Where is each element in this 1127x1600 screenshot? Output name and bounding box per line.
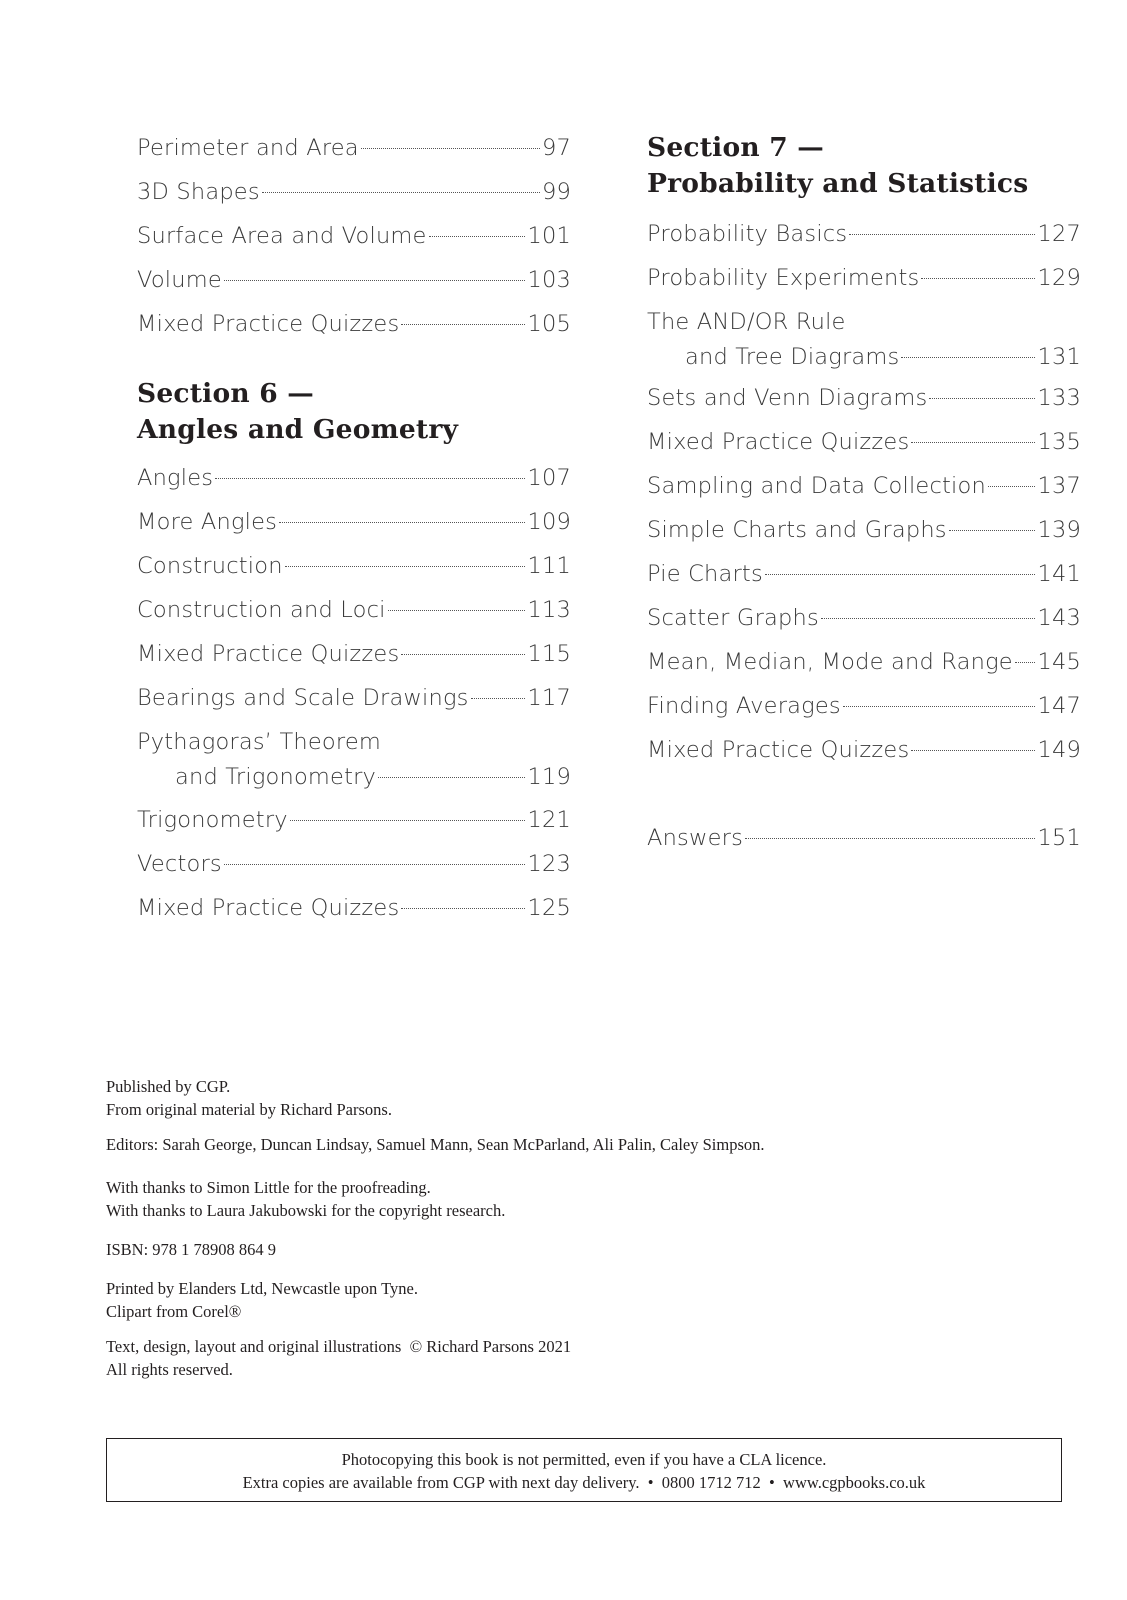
toc-entry-page: 127 [1037, 221, 1081, 247]
toc-entry[interactable] [647, 420, 1081, 464]
toc-entry-label: Mixed Practice Quizzes [137, 311, 400, 337]
toc-entry-page: 133 [1037, 385, 1081, 411]
section-7-heading [647, 130, 1081, 202]
toc-group [137, 456, 571, 720]
toc-entry-page: 107 [527, 465, 571, 491]
leader-dots [843, 706, 1036, 707]
imprint-line: Published by CGP. [106, 1077, 231, 1096]
imprint-line: Clipart from Corel® [106, 1302, 242, 1321]
leader-dots [401, 654, 525, 655]
toc-entry-label: Pythagoras’ Theorem [137, 729, 382, 755]
toc-entry[interactable] [137, 632, 571, 676]
toc-entry-label: Mixed Practice Quizzes [647, 737, 910, 763]
toc-entry-page: 109 [527, 509, 571, 535]
toc-entry-page: 105 [527, 311, 571, 337]
toc-entry-page: 119 [527, 764, 571, 790]
toc-entry[interactable] [137, 798, 571, 842]
section-heading-line: Probability and Statistics [647, 168, 1029, 199]
leader-dots [378, 777, 525, 778]
toc-entry-label: 3D Shapes [137, 179, 260, 205]
toc-entry[interactable] [137, 456, 571, 500]
toc-entry-label: Trigonometry [137, 807, 288, 833]
toc-entry-label: Surface Area and Volume [137, 223, 427, 249]
toc-entry[interactable] [137, 126, 571, 170]
toc-entry[interactable] [137, 588, 571, 632]
toc-entry-page: 117 [527, 685, 571, 711]
toc-entry-two-line[interactable] [647, 304, 1081, 374]
toc-entry[interactable] [137, 500, 571, 544]
toc-entry-label: Construction and Loci [137, 597, 386, 623]
toc-entry-continuation [137, 760, 571, 794]
leader-dots [401, 908, 525, 909]
toc-entry[interactable] [647, 256, 1081, 300]
imprint-line: With thanks to Simon Little for the proofreading. [106, 1178, 431, 1197]
toc-entry-label: Mean, Median, Mode and Range [647, 649, 1013, 675]
toc-entry[interactable] [137, 302, 571, 346]
leader-dots [279, 522, 525, 523]
leader-dots [901, 357, 1035, 358]
toc-entry-page: 139 [1037, 517, 1081, 543]
toc-group [137, 798, 571, 930]
leader-dots [262, 192, 540, 193]
leader-dots [290, 820, 526, 821]
leader-dots [388, 610, 526, 611]
toc-group [647, 212, 1081, 300]
toc-right-column [647, 126, 1081, 860]
toc-entry[interactable] [647, 640, 1081, 684]
toc-entry-label: and Tree Diagrams [685, 344, 900, 370]
imprint-block [106, 1075, 1066, 1393]
toc-entry-label: Angles [137, 465, 214, 491]
toc-entry[interactable] [137, 676, 571, 720]
leader-dots [224, 864, 526, 865]
toc-entry[interactable] [137, 842, 571, 886]
toc-entry-page: 151 [1037, 825, 1081, 851]
toc-entry-page: 113 [527, 597, 571, 623]
leader-dots [988, 486, 1036, 487]
toc-group [647, 376, 1081, 772]
toc-entry-page: 147 [1037, 693, 1081, 719]
toc-entry-page: 97 [541, 135, 571, 161]
toc-entry-label: Volume [137, 267, 222, 293]
section-heading-line: Section 7 — [647, 132, 824, 163]
leader-dots [471, 698, 526, 699]
toc-entry[interactable] [137, 886, 571, 930]
toc-entry[interactable] [647, 684, 1081, 728]
toc-entry-page: 145 [1037, 649, 1081, 675]
toc-entry[interactable] [647, 212, 1081, 256]
toc-entry[interactable] [137, 544, 571, 588]
imprint-line: All rights reserved. [106, 1360, 233, 1379]
toc-entry-page: 99 [541, 179, 571, 205]
toc-entry-page: 141 [1037, 561, 1081, 587]
toc-entry-label: Bearings and Scale Drawings [137, 685, 469, 711]
leader-dots [224, 280, 526, 281]
imprint-isbn: ISBN: 978 1 78908 864 9 [106, 1240, 277, 1259]
toc-entry-label: Sampling and Data Collection [647, 473, 986, 499]
toc-entry-page: 101 [527, 223, 571, 249]
toc-group [137, 126, 571, 346]
toc-entry[interactable] [647, 464, 1081, 508]
toc-entry-page: 103 [527, 267, 571, 293]
toc-entry-page: 149 [1037, 737, 1081, 763]
section-heading-line: Angles and Geometry [137, 414, 459, 445]
imprint-line: Printed by Elanders Ltd, Newcastle upon Tyne. [106, 1279, 418, 1298]
toc-entry-page: 125 [527, 895, 571, 921]
leader-dots [285, 566, 526, 567]
leader-dots [429, 236, 526, 237]
toc-entry-label: Answers [647, 825, 743, 851]
section-6-heading [137, 376, 571, 448]
toc-entry-label: Finding Averages [647, 693, 841, 719]
toc-entry-page: 129 [1037, 265, 1081, 291]
leader-dots [921, 278, 1035, 279]
toc-entry[interactable] [647, 596, 1081, 640]
toc-entry-label: Construction [137, 553, 283, 579]
leader-dots [949, 530, 1036, 531]
leader-dots [849, 234, 1035, 235]
toc-entry-label: Probability Experiments [647, 265, 920, 291]
toc-entry-page: 131 [1037, 344, 1081, 370]
leader-dots [361, 148, 540, 149]
toc-left-column [137, 126, 571, 930]
toc-entry[interactable] [137, 258, 571, 302]
toc-entry-two-line[interactable] [137, 724, 571, 794]
imprint-publisher [106, 1075, 1066, 1121]
imprint-line: Text, design, layout and original illustrations © Richard Parsons 2021 [106, 1337, 572, 1356]
imprint-line: From original material by Richard Parsons. [106, 1100, 392, 1119]
toc-entry[interactable] [647, 552, 1081, 596]
notice-line: Photocopying this book is not permitted, even if you have a CLA licence. [341, 1450, 827, 1469]
toc-entry-label: The AND/OR Rule [647, 309, 846, 335]
imprint-printer [106, 1277, 1066, 1323]
leader-dots [911, 750, 1035, 751]
leader-dots [929, 398, 1035, 399]
leader-dots [765, 574, 1036, 575]
toc-entry-page: 123 [527, 851, 571, 877]
imprint-thanks [106, 1176, 1066, 1222]
photocopy-notice-box [106, 1438, 1062, 1502]
toc-entry[interactable] [647, 728, 1081, 772]
toc-entry[interactable] [137, 170, 571, 214]
leader-dots [215, 478, 525, 479]
toc-entry-answers[interactable] [647, 816, 1081, 860]
toc-entry-label: Sets and Venn Diagrams [647, 385, 928, 411]
toc-entry-label: Mixed Practice Quizzes [137, 641, 400, 667]
toc-entry[interactable] [137, 214, 571, 258]
toc-entry-label: Vectors [137, 851, 222, 877]
toc-entry-page: 111 [527, 553, 571, 579]
notice-line: Extra copies are available from CGP with next day delivery. • 0800 1712 712 • www.cgpbooks.co.uk [242, 1473, 926, 1492]
toc-entry-page: 135 [1037, 429, 1081, 455]
toc-entry-page: 115 [527, 641, 571, 667]
leader-dots [911, 442, 1035, 443]
imprint-copyright [106, 1335, 1066, 1381]
toc-entry-continuation [647, 340, 1081, 374]
toc-entry-label: Probability Basics [647, 221, 848, 247]
leader-dots [401, 324, 525, 325]
toc-entry-label: Mixed Practice Quizzes [647, 429, 910, 455]
toc-entry[interactable] [647, 508, 1081, 552]
imprint-line: With thanks to Laura Jakubowski for the copyright research. [106, 1201, 506, 1220]
leader-dots [745, 838, 1035, 839]
toc-entry-label: Perimeter and Area [137, 135, 359, 161]
leader-dots [1015, 662, 1036, 663]
toc-entry-label: and Trigonometry [175, 764, 377, 790]
toc-entry-label: Scatter Graphs [647, 605, 819, 631]
toc-entry-label: Simple Charts and Graphs [647, 517, 947, 543]
toc-entry-label: More Angles [137, 509, 278, 535]
leader-dots [821, 618, 1036, 619]
toc-entry-page: 137 [1037, 473, 1081, 499]
toc-entry-label: Pie Charts [647, 561, 763, 587]
toc-entry[interactable] [647, 376, 1081, 420]
toc-entry-page: 143 [1037, 605, 1081, 631]
imprint-editors: Editors: Sarah George, Duncan Lindsay, Samuel Mann, Sean McParland, Ali Palin, Caley Simpson. [106, 1135, 765, 1154]
toc-entry-page: 121 [527, 807, 571, 833]
section-heading-line: Section 6 — [137, 378, 314, 409]
toc-entry-label: Mixed Practice Quizzes [137, 895, 400, 921]
